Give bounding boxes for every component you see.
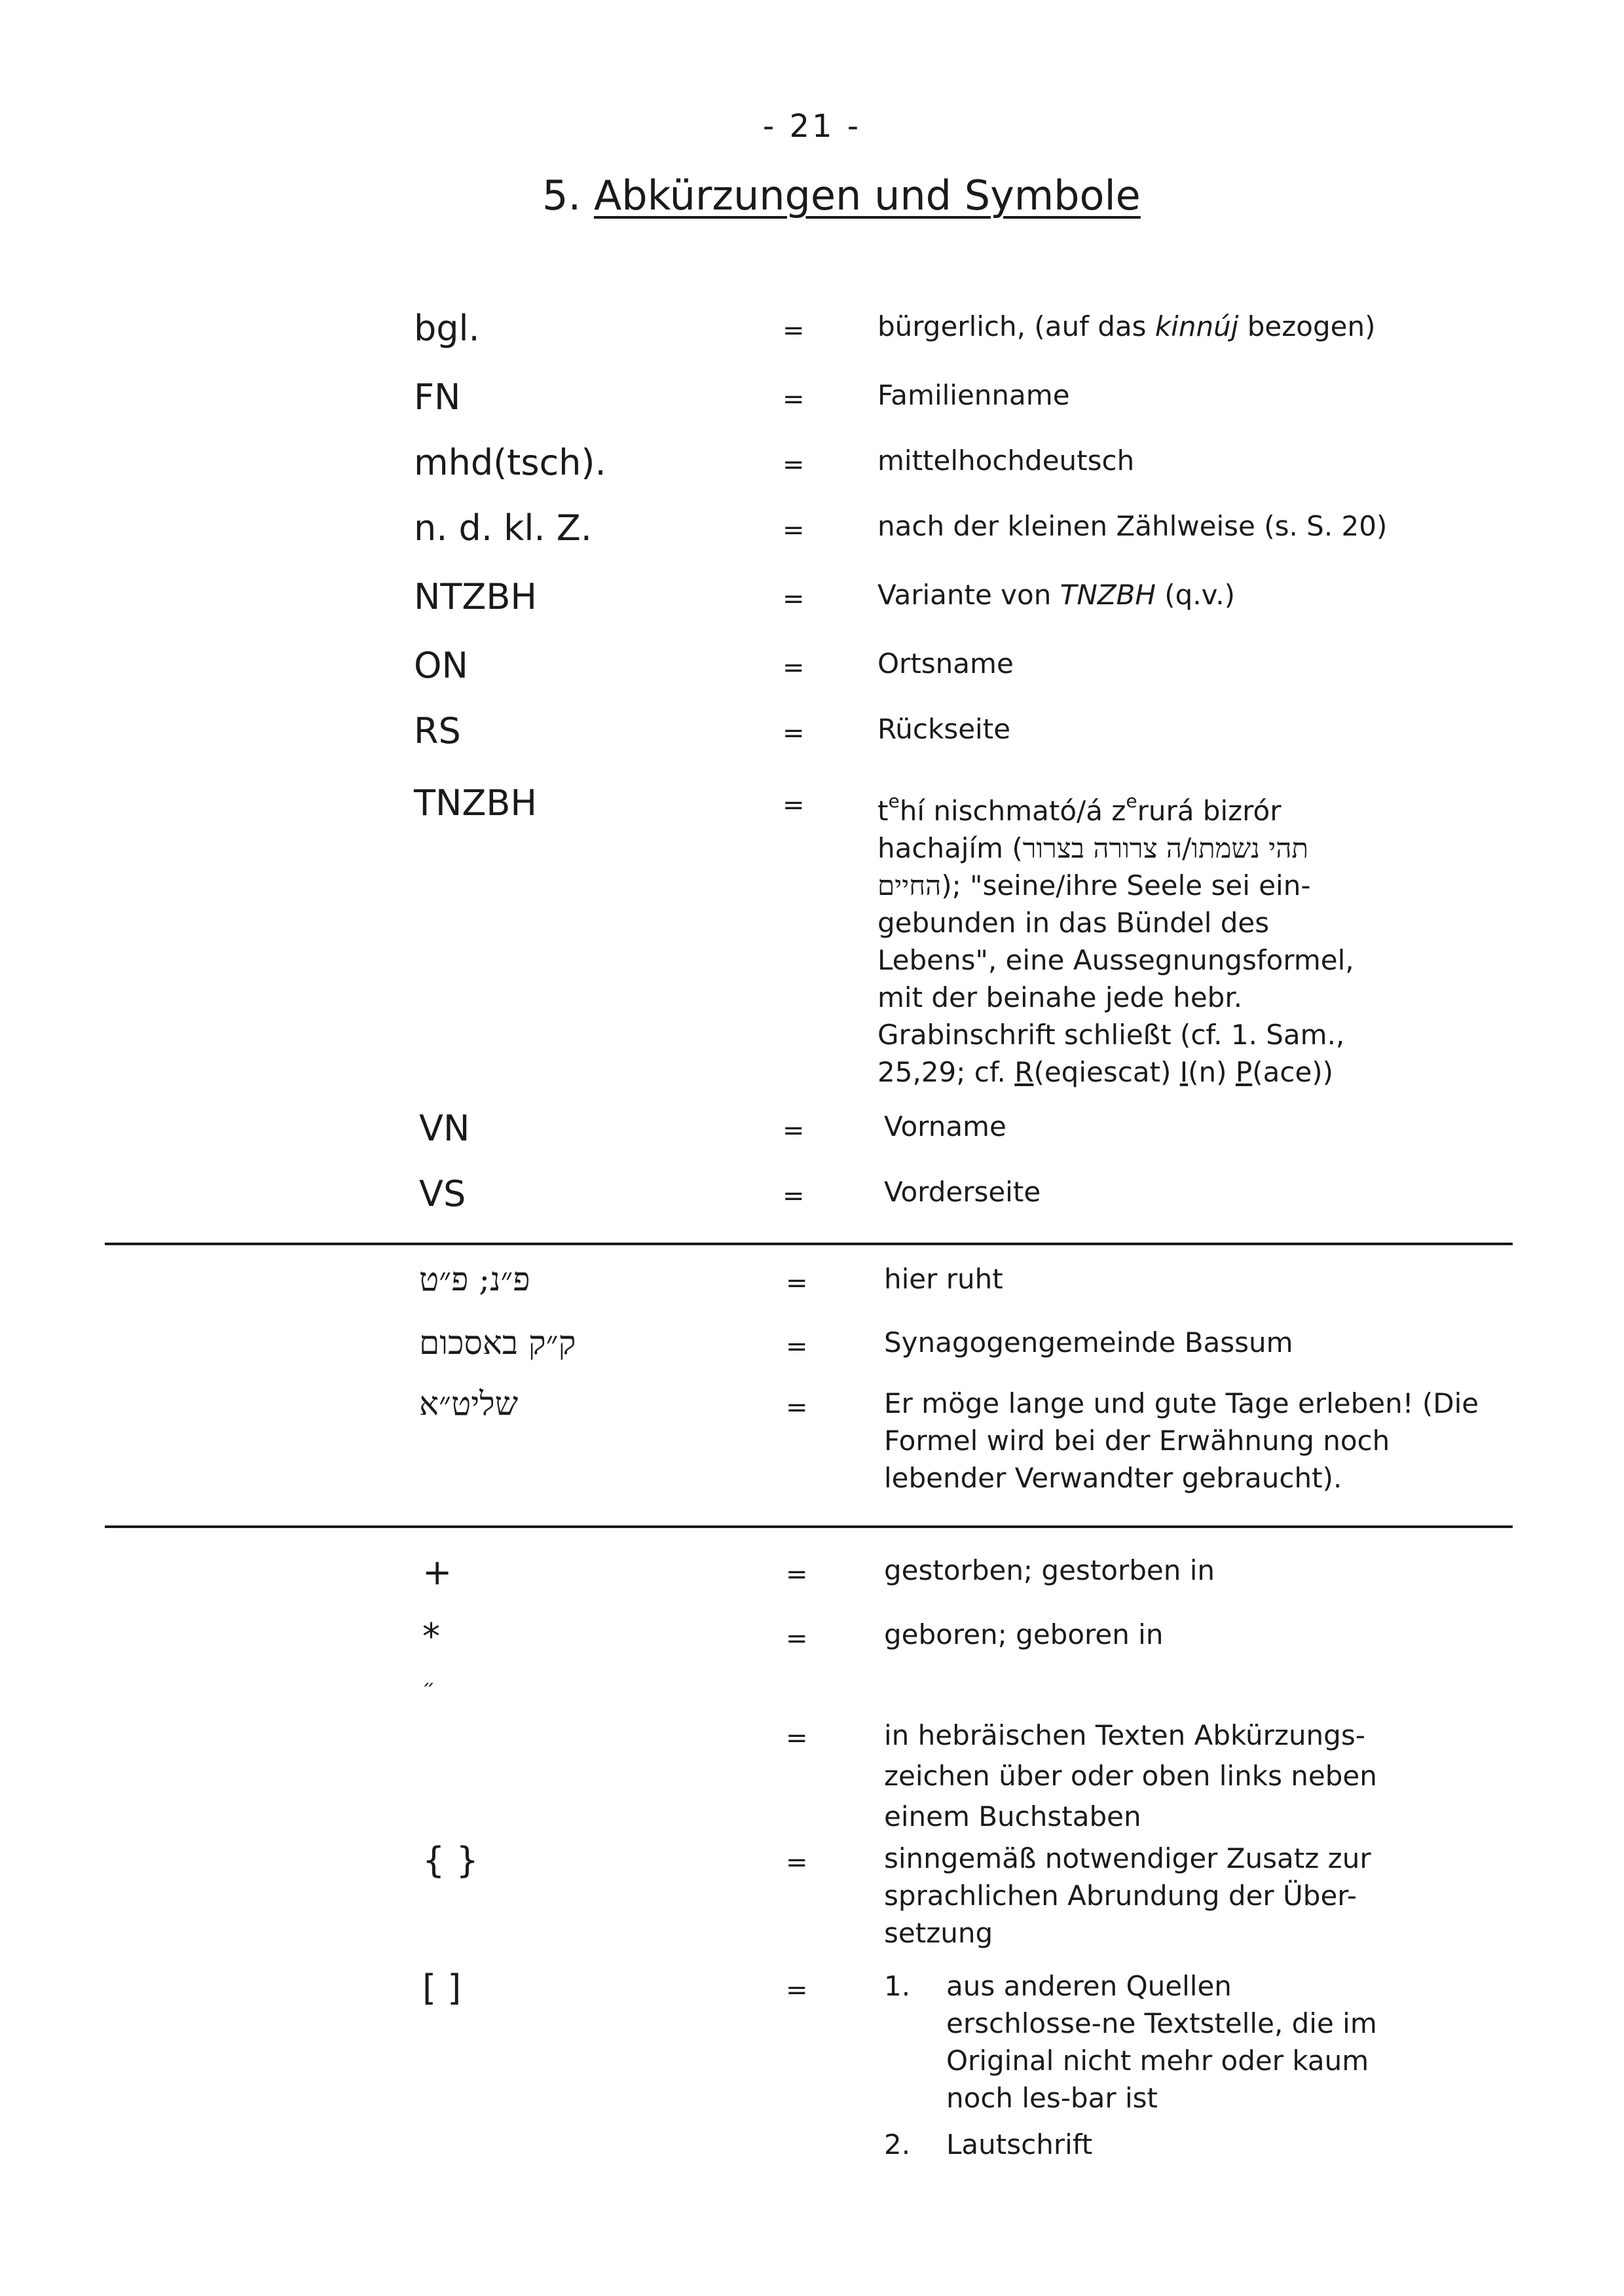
equals-sign: =	[786, 1848, 808, 1878]
entry-term: TNZBH	[414, 782, 538, 824]
list-text: Lautschrift	[946, 2128, 1093, 2160]
equals-sign: =	[783, 450, 805, 480]
equals-sign: =	[783, 1116, 805, 1146]
list-number: 2.	[884, 2128, 911, 2160]
entry-term: +	[422, 1552, 452, 1593]
entry-definition: Ortsname	[877, 647, 1014, 680]
list-item	[884, 1967, 1395, 2117]
hebrew-phrase: תהי נשמתו/ה צרורה בצרור החיים	[877, 832, 1309, 902]
divider	[105, 1243, 1513, 1245]
entry-definition: geboren; geboren in	[884, 1618, 1164, 1650]
entry-definition: Familienname	[877, 379, 1070, 411]
entry-term: [ ]	[422, 1967, 462, 2009]
entry-term: *	[422, 1616, 440, 1657]
entry-term: mhd(tsch).	[414, 442, 606, 483]
entry-term: VN	[419, 1108, 470, 1149]
equals-sign: =	[786, 1332, 808, 1362]
equals-sign: =	[783, 584, 805, 614]
equals-sign: =	[783, 515, 805, 545]
entry-definition: mittelhochdeutsch	[877, 445, 1135, 477]
equals-sign: =	[786, 1723, 808, 1753]
entry-term: שליט״א	[419, 1385, 519, 1423]
equals-sign: =	[783, 1181, 805, 1211]
section-number: 5.	[542, 172, 581, 219]
entry-term: ON	[414, 645, 468, 686]
entry-term: NTZBH	[414, 576, 538, 617]
entry-term: RS	[414, 710, 461, 752]
list-number: 1.	[884, 1970, 911, 2002]
entry-term: פ״נ; פ״ט	[419, 1260, 530, 1298]
equals-sign: =	[783, 718, 805, 748]
equals-sign: =	[786, 1975, 808, 2005]
entry-definition: sinngemäß notwendiger Zusatz zur sprachlichen Abrundung der Über-setzung	[884, 1842, 1371, 1949]
equals-sign: =	[786, 1624, 808, 1654]
page-number: - 21 -	[762, 108, 862, 145]
entry-term: VS	[419, 1173, 466, 1214]
entry-definition	[884, 1967, 1395, 2163]
entry-term: ״	[422, 1676, 435, 1699]
equals-sign: =	[783, 316, 805, 346]
list-item	[884, 2126, 1395, 2163]
entry-term: FN	[414, 376, 461, 418]
entry-definition: bürgerlich, (auf das kinnúj bezogen)	[877, 310, 1376, 342]
list-text: aus anderen Quellen erschlosse-ne Textstelle, die im Original nicht mehr oder kaum noch les-bar ist	[946, 1970, 1377, 2114]
entry-definition: $t^ehí$ nischmató/á $z^erurá$ bizrór hachajím (תהי נשמתו/ה צרורה בצרור החיים); "seine/ihre Seele sei ein-gebunden in das Bündel des Lebens", eine Aussegnungsformel, mit der beinahe jede hebr. Grabinschrift schließt (cf. 1. Sam., 25,29; cf. R(eqiescat) I(n) P(ace))	[877, 790, 1354, 1088]
entry-term: bgl.	[414, 308, 480, 349]
entry-definition: Vorderseite	[884, 1176, 1041, 1208]
entry-term: ק״ק באסכום	[419, 1324, 576, 1362]
equals-sign: =	[786, 1393, 808, 1423]
entry-definition: Synagogengemeinde Bassum	[884, 1326, 1293, 1358]
entry-term: n. d. kl. Z.	[414, 507, 592, 549]
entry-definition: Er möge lange und gute Tage erleben! (Die Formel wird bei der Erwähnung noch lebender Verwandter gebraucht).	[884, 1387, 1479, 1494]
entry-definition: nach der kleinen Zählweise (s. S. 20)	[877, 510, 1388, 542]
equals-sign: =	[786, 1559, 808, 1590]
entry-definition: Vorname	[884, 1110, 1006, 1142]
entry-term: { }	[422, 1840, 479, 1881]
section-title: Abkürzungen und Symbole	[593, 172, 1141, 219]
entry-definition: Variante von TNZBH (q.v.)	[877, 579, 1236, 611]
equals-sign: =	[783, 384, 805, 414]
entry-definition: gestorben; gestorben in	[884, 1554, 1215, 1586]
equals-sign: =	[783, 653, 805, 683]
divider	[105, 1525, 1513, 1528]
entry-definition: in hebräischen Texten Abkürzungs-zeichen über oder oben links neben einem Buchstaben	[884, 1719, 1377, 1832]
page-title	[542, 172, 1141, 219]
entry-definition: hier ruht	[884, 1263, 1003, 1295]
equals-sign: =	[786, 1268, 808, 1298]
entry-definition: Rückseite	[877, 713, 1011, 745]
equals-sign: =	[783, 790, 805, 820]
